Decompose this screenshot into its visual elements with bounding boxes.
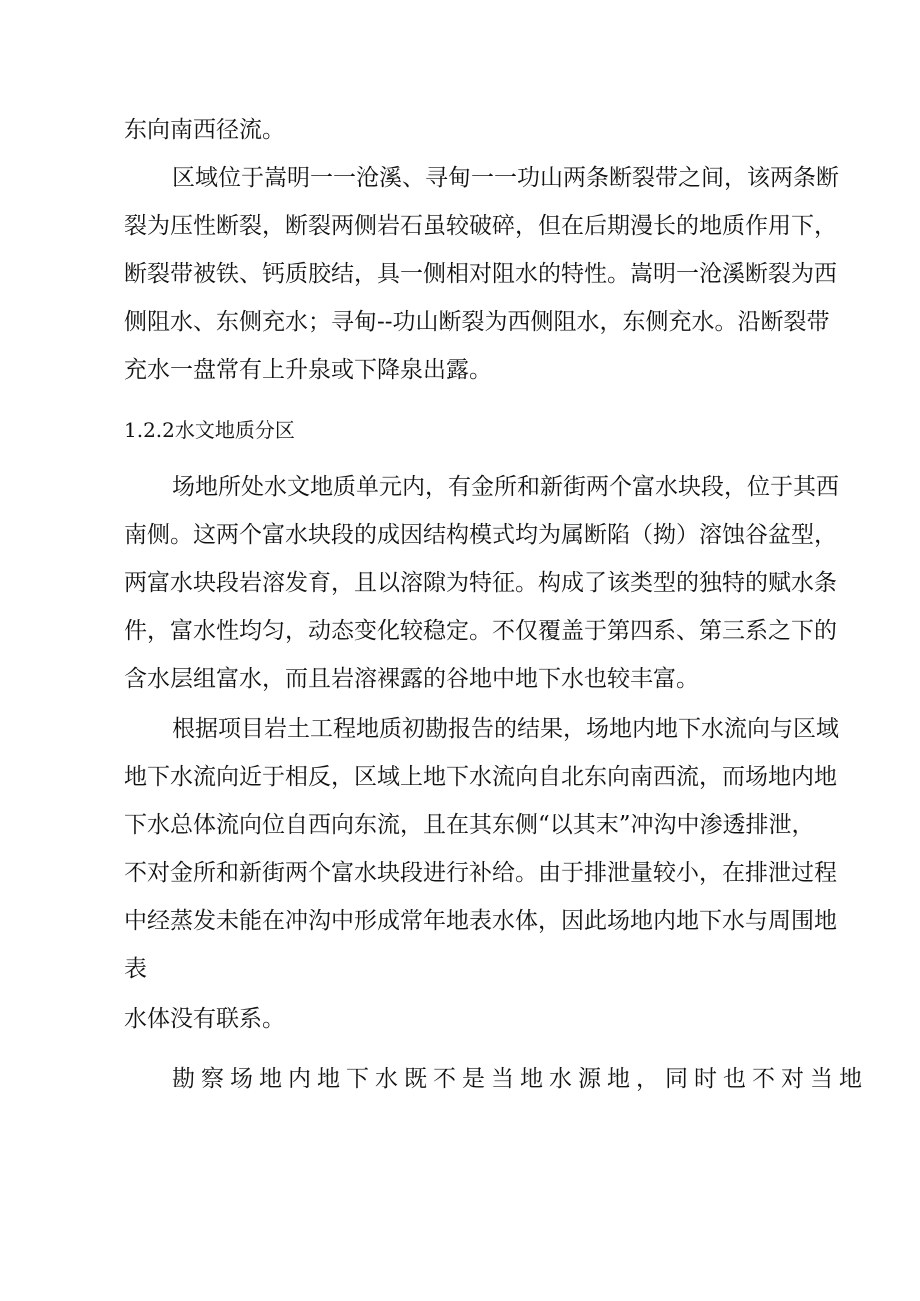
text-line: 场地所处水文地质单元内，有金所和新街两个富水块段，位于其西 [172, 474, 839, 500]
text-line: 侧阻水、东侧充水；寻甸--功山断裂为西侧阻水，东侧充水。沿断裂带 [124, 309, 830, 335]
section-heading: 1.2.2水文地质分区 [124, 418, 295, 442]
text-line: 两富水块段岩溶发育，且以溶隙为特征。构成了该类型的独特的赋水条 [124, 570, 837, 596]
text-line: 中经蒸发未能在冲沟中形成常年地表水体，因此场地内地下水与周围地 [124, 908, 837, 934]
text-line: 断裂带被铁、钙质胶结，具一侧相对阻水的特性。嵩明一沧溪断裂为西 [124, 261, 837, 287]
text-line: 水体没有联系。 [124, 1006, 285, 1032]
text-line: 充水一盘常有上升泉或下降泉出露。 [124, 357, 492, 383]
text-line: 表 [124, 956, 147, 982]
text-line: 勘察场地内地下水既不是当地水源地，同时也不对当地 [172, 1066, 868, 1092]
text-line: 东向南西径流。 [124, 117, 285, 143]
text-line: 南侧。这两个富水块段的成因结构模式均为属断陷（拗）溶蚀谷盆型， [124, 522, 837, 548]
text-line: 裂为压性断裂，断裂两侧岩石虽较破碎，但在后期漫长的地质作用下， [124, 213, 837, 239]
text-line: 根据项目岩土工程地质初勘报告的结果，场地内地下水流向与区域 [172, 716, 839, 742]
text-line: 下水总体流向位自西向东流，且在其东侧“以其末”冲沟中渗透排泄， [124, 812, 815, 838]
text-line: 含水层组富水，而且岩溶裸露的谷地中地下水也较丰富。 [124, 666, 699, 692]
text-line: 地下水流向近于相反，区域上地下水流向自北东向南西流，而场地内地 [124, 764, 837, 790]
text-line: 不对金所和新街两个富水块段进行补给。由于排泄量较小，在排泄过程 [124, 860, 837, 886]
text-line: 件，富水性均匀，动态变化较稳定。不仅覆盖于第四系、第三系之下的 [124, 618, 837, 644]
text-line: 区域位于嵩明一一沧溪、寻甸一一功山两条断裂带之间，该两条断 [172, 165, 839, 191]
